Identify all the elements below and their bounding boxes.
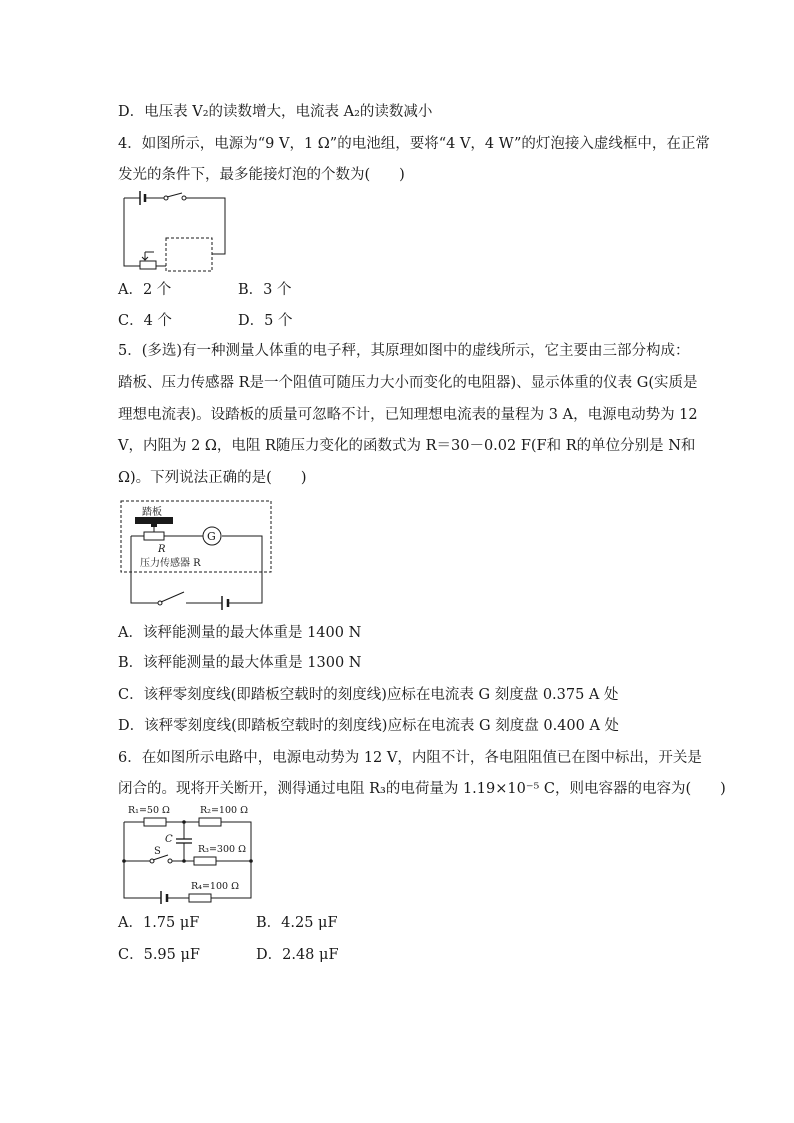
q6-fig-r4-label: R₄=100 Ω — [191, 881, 239, 892]
q5-option-d: D．该秤零刻度线(即踏板空载时的刻度线)应标在电流表 G 刻度盘 0.400 A 处 — [118, 718, 620, 734]
q6-fig-s-label: S — [154, 846, 161, 857]
q5-text-line-5: Ω)。下列说法正确的是( ) — [118, 470, 307, 486]
q6-option-a: A．1.75 μF — [118, 915, 200, 931]
q5-fig-sensor-label: 压力传感器 R — [140, 558, 201, 569]
q5-circuit-diagram — [118, 495, 278, 610]
q6-fig-r2-label: R₂=100 Ω — [200, 805, 248, 816]
q5-text-line-1: 5．(多选)有一种测量人体重的电子秤，其原理如图中的虚线所示，它主要由三部分构成： — [118, 343, 690, 359]
q5-fig-pedal-label: 踏板 — [142, 507, 162, 518]
q3-option-d: D．电压表 V₂的读数增大，电流表 A₂的读数减小 — [118, 104, 433, 120]
q6-fig-c-label: C — [165, 834, 173, 845]
q5-text-line-4: V，内阻为 2 Ω，电阻 R随压力变化的函数式为 R＝30－0.02 F(F和 R的单位分别是 N和 — [118, 438, 696, 454]
q5-text-line-3: 理想电流表)。设踏板的质量可忽略不计，已知理想电流表的量程为 3 A，电源电动势为 12 — [118, 407, 698, 423]
q4-circuit-diagram — [118, 186, 238, 276]
q4-text-line-2: 发光的条件下，最多能接灯泡的个数为( ) — [118, 167, 405, 183]
q6-option-d: D．2.48 μF — [256, 947, 339, 963]
q5-fig-r-label: R — [158, 544, 166, 555]
q5-option-b: B．该秤能测量的最大体重是 1300 N — [118, 655, 362, 671]
q5-text-line-2: 踏板、压力传感器 R是一个阻值可随压力大小而变化的电阻器)、显示体重的仪表 G(实质是 — [118, 375, 698, 391]
q6-option-b: B．4.25 μF — [256, 915, 338, 931]
q4-option-c: C．4 个 — [118, 313, 172, 329]
q6-fig-r3-label: R₃=300 Ω — [198, 844, 246, 855]
q6-circuit-diagram — [118, 800, 258, 904]
q5-fig-g-label: G — [207, 530, 216, 543]
q5-option-c: C．该秤零刻度线(即踏板空载时的刻度线)应标在电流表 G 刻度盘 0.375 A 处 — [118, 687, 619, 703]
q4-text-line-1: 4．如图所示，电源为“9 V，1 Ω”的电池组，要将“4 V，4 W”的灯泡接入虚线框中，在正常 — [118, 136, 710, 152]
q6-fig-r1-label: R₁=50 Ω — [128, 805, 170, 816]
q5-option-a: A．该秤能测量的最大体重是 1400 N — [118, 625, 362, 641]
q6-text-line-1: 6．在如图所示电路中，电源电动势为 12 V，内阻不计，各电阻阻值已在图中标出，开关是 — [118, 750, 702, 766]
q4-option-d: D．5 个 — [238, 313, 293, 329]
q6-text-line-2: 闭合的。现将开关断开，测得通过电阻 R₃的电荷量为 1.19×10⁻⁵ C，则电容器的电容为( ) — [118, 781, 726, 797]
q6-option-c: C．5.95 μF — [118, 947, 200, 963]
q4-option-b: B．3 个 — [238, 282, 292, 298]
q4-option-a: A．2 个 — [118, 282, 172, 298]
